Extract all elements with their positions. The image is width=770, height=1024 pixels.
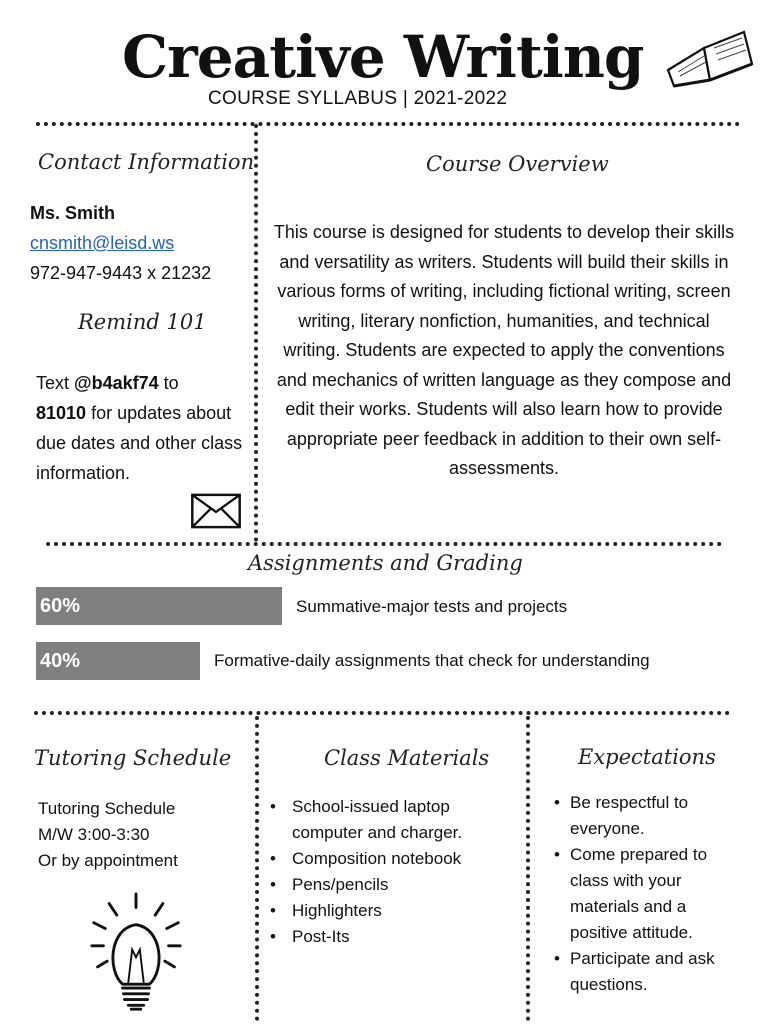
contact-heading: Contact Information	[38, 150, 255, 174]
remind-code: @b4akf74	[74, 373, 159, 393]
summative-percent: 60%	[40, 595, 81, 617]
formative-percent: 40%	[40, 650, 81, 672]
list-item: • School-issued laptop computer and charger.	[266, 794, 518, 846]
expectations-heading: Expectations	[578, 745, 716, 769]
email-link[interactable]: cnsmith@leisd.ws	[30, 233, 175, 253]
tutoring-heading: Tutoring Schedule	[34, 746, 232, 770]
remind-text: Text @b4akf74 to 81010 for updates about due dates and other class information.	[36, 373, 243, 483]
tutoring-line: Or by appointment	[38, 851, 178, 870]
list-item: • Composition notebook	[266, 846, 518, 872]
page-subtitle: COURSE SYLLABUS | 2021-2022	[208, 88, 508, 109]
lower-divider	[34, 711, 730, 715]
remind-number: 81010	[36, 403, 87, 423]
tutoring-lines	[38, 796, 178, 874]
page-title: Creative Writing	[122, 23, 644, 91]
summative-bar	[36, 587, 282, 625]
teacher-name: Ms. Smith	[30, 203, 116, 223]
open-book-icon	[664, 26, 756, 90]
middle-divider	[46, 542, 722, 546]
list-item: • Participate and ask questions.	[552, 946, 742, 998]
expectations-list	[552, 790, 742, 998]
formative-bar	[36, 642, 200, 680]
envelope-icon	[190, 493, 242, 529]
upper-column-divider	[254, 124, 258, 542]
top-divider	[36, 122, 740, 126]
lower-column-divider-right	[526, 716, 530, 1021]
grading-heading: Assignments and Grading	[248, 551, 523, 575]
remind-heading: Remind 101	[78, 310, 207, 334]
contact-block	[30, 198, 252, 288]
summative-description: Summative-major tests and projects	[296, 597, 568, 616]
tutoring-line: Tutoring Schedule	[38, 799, 176, 818]
materials-heading: Class Materials	[324, 746, 490, 770]
tutoring-line: M/W 3:00-3:30	[38, 825, 150, 844]
lower-column-divider-left	[255, 716, 259, 1021]
materials-list	[266, 794, 518, 950]
light-bulb-icon	[88, 890, 184, 1015]
list-item: • Come prepared to class with your materials and a positive attitude.	[552, 842, 742, 946]
overview-heading: Course Overview	[426, 152, 609, 176]
list-item: • Post-Its	[266, 924, 518, 950]
phone-number: 972-947-9443 x 21232	[30, 263, 212, 283]
overview-body: This course is designed for students to develop their skills and versatility as writers. Students will build their skills in various forms of writing, including fictional writing, screen writing, literary nonfiction, humanities, and technical writing. Students are expected to apply the conventions and mechanics of written language as they compose and edit their works. Students will also learn how to provide appropriate peer feedback in addition to their own self-assessments.	[273, 222, 735, 478]
formative-description: Formative-daily assignments that check for understanding	[214, 651, 650, 670]
list-item: • Highlighters	[266, 898, 518, 924]
list-item: • Be respectful to everyone.	[552, 790, 742, 842]
list-item: • Pens/pencils	[266, 872, 518, 898]
